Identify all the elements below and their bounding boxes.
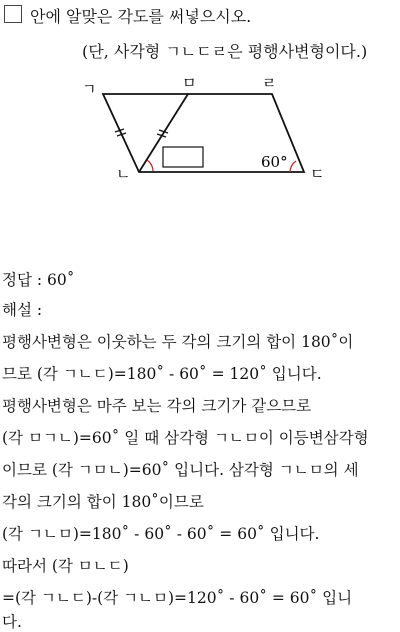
solution-line: 이므로 (각 ㄱㅁㄴ)=60˚ 입니다. 삼각형 ㄱㄴㅁ의 세 <box>2 461 359 479</box>
angle-arc-c <box>290 161 296 172</box>
solution-line: 해설 : <box>2 301 43 319</box>
label-b: ㄴ <box>116 165 131 182</box>
solution-line: 평행사변형은 마주 보는 각의 크기가 같으므로 <box>2 397 312 415</box>
parallelogram-figure <box>70 72 350 186</box>
solution-line: 정답 : 60˚ <box>2 271 75 289</box>
solution-line: 다. <box>2 613 22 631</box>
angle-arc-ebc <box>147 160 153 171</box>
answer-box-icon <box>4 5 22 23</box>
label-a: ㄱ <box>82 80 97 98</box>
label-d: ㄹ <box>262 74 277 92</box>
angle-label: 60° <box>261 153 288 171</box>
solution-line: 각의 크기의 합이 180˚이므로 <box>2 493 204 511</box>
question-condition: (단, 사각형 ㄱㄴㄷㄹ은 평행사변형이다.) <box>82 42 368 61</box>
solution-line: =(각 ㄱㄴㄷ)-(각 ㄱㄴㅁ)=120˚ - 60˚ = 60˚ 입니 <box>2 589 353 607</box>
solution-line: 평행사변형은 이웃하는 두 각의 크기의 합이 180˚이 <box>2 333 354 351</box>
solution-line: (각 ㅁㄱㄴ)=60˚ 일 때 삼각형 ㄱㄴㅁ이 이등변삼각형 <box>2 429 369 447</box>
label-c: ㄷ <box>310 165 325 182</box>
solution-line: 따라서 (각 ㅁㄴㄷ) <box>2 557 129 575</box>
solution-line: 므로 (각 ㄱㄴㄷ)=180˚ - 60˚ = 120˚ 입니다. <box>2 365 322 383</box>
answer-box <box>163 147 203 167</box>
solution-line: (각 ㄱㄴㅁ)=180˚ - 60˚ - 60˚ = 60˚ 입니다. <box>2 525 320 543</box>
question-text: 안에 알맞은 각도를 써넣으시오. <box>30 7 252 26</box>
label-e: ㅁ <box>182 74 197 92</box>
parallelogram-diagram <box>70 72 350 182</box>
